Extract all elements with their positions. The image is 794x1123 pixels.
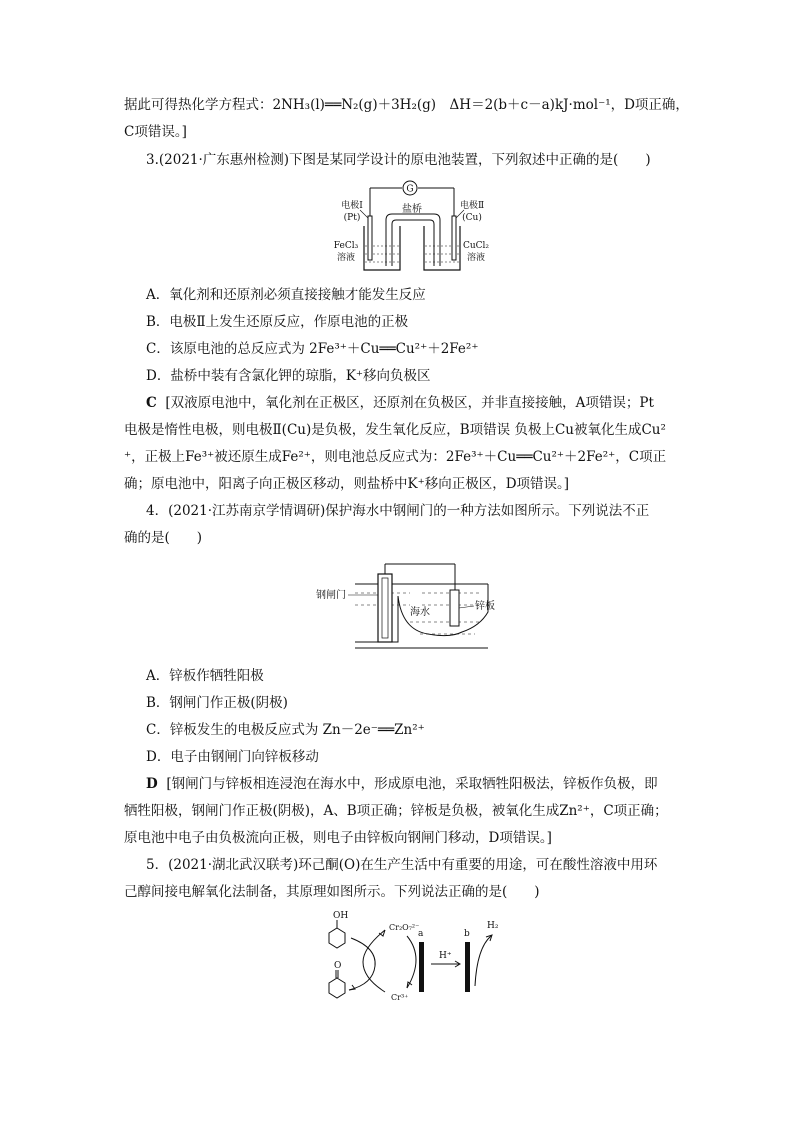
answer-letter: D [146, 776, 158, 792]
option-b: B．电极Ⅱ上发生还原反应，作原电池的正极 [146, 314, 409, 330]
answer-letter: C [146, 395, 157, 411]
proton-label: H⁺ [439, 951, 452, 961]
steel-gate [378, 574, 392, 642]
right-solution-label: CuCl₂ [462, 241, 490, 251]
electrode-a-label: a [418, 929, 424, 939]
electrode-2-label: 电极Ⅱ [459, 201, 485, 211]
ketone-o-label: O [334, 961, 342, 971]
question-4: 4．(2021·江苏南京学情调研)保护海水中钢闸门的一种方法如图所示。下列说法不正 [146, 503, 650, 519]
text-line: 据此可得热化学方程式：2NH₃(l)══N₂(g)＋3H₂(g) ΔH＝2(b＋c－a)kJ·mol⁻¹，D项正确， [124, 97, 689, 113]
steel-gate-figure [310, 560, 500, 652]
hydrogen-label: H₂ [487, 921, 499, 931]
option-a: A．氧化剂和还原剂必须直接接触才能发生反应 [146, 287, 426, 303]
question-3: 3.(2021·广东惠州检测)下图是某同学设计的原电池装置，下列叙述中正确的是( ) [146, 152, 651, 168]
electrode-1-label: 电极Ⅰ [341, 201, 363, 211]
electrode-b-label: b [464, 929, 470, 939]
option-d: D．盐桥中装有含氯化钾的琼脂，K⁺移向负极区 [146, 368, 431, 384]
option-c: C．锌板发生的电极反应式为 Zn－2e⁻══Zn²⁺ [146, 722, 425, 738]
option-a: A．锌板作牺牲阳极 [146, 668, 264, 684]
explanation-text: [双液原电池中，氧化剂在正极区，还原剂在负极区，并非直接接触，A项错误；Pt [165, 395, 654, 411]
explanation-line: ⁺，正极上Fe³⁺被还原生成Fe²⁺，则电池总反应式为：2Fe³⁺＋Cu══Cu²⁺＋2Fe²⁺，C项正 [124, 449, 667, 465]
zinc-plate [450, 590, 459, 626]
cyclohexanone-ring [329, 978, 345, 998]
electrode-1-material: (Pt) [343, 213, 361, 223]
electrode-1 [368, 216, 372, 260]
galvanic-cell-figure [330, 176, 490, 276]
option-c: C．该原电池的总反应式为 2Fe³⁺＋Cu══Cu²⁺＋2Fe²⁺ [146, 341, 479, 357]
answer-block [146, 775, 658, 793]
option-d: D．电子由钢闸门向锌板移动 [146, 749, 319, 765]
electrode-b [465, 942, 470, 992]
explanation-line: 确；原电池中，阳离子向正极区移动，则盐桥中K⁺移向正极区，D项错误。] [124, 476, 570, 492]
explanation-line: 牺牲阳极，钢闸门作正极(阴极)，A、B项正确；锌板是负极，被氧化生成Zn²⁺，C项正确； [124, 803, 668, 819]
sea-water-label: 海水 [410, 607, 430, 618]
electrode-a [419, 942, 424, 992]
answer-block [146, 394, 654, 412]
text-line: C项错误。] [124, 124, 187, 140]
oh-label: OH [333, 911, 349, 921]
left-solution-suffix: 溶液 [336, 253, 356, 263]
explanation-text: [钢闸门与锌板相连浸泡在海水中，形成原电池，采取牺牲阳极法，锌板作负极，即 [166, 776, 658, 792]
dichromate-label: Cr₂O₇²⁻ [389, 923, 420, 932]
question-5-cont: 己醇间接电解氧化法制备，其原理如图所示。下列说法正确的是( ) [124, 884, 540, 900]
steel-gate-label: 钢闸门 [316, 590, 346, 601]
option-b: B．钢闸门作正极(阴极) [146, 695, 288, 711]
electrode-2-material: (Cu) [462, 213, 482, 223]
galvanometer-label: G [406, 184, 414, 195]
right-solution-suffix: 溶液 [466, 253, 486, 263]
question-4-cont: 确的是( ) [124, 530, 203, 546]
electrode-2 [452, 216, 456, 260]
left-solution-label: FeCl₃ [333, 241, 359, 251]
explanation-line: 原电池中电子由负极流向正极，则电子由锌板向钢闸门移动，D项错误。] [124, 830, 552, 846]
electrolysis-figure [315, 908, 515, 1008]
zinc-plate-label: 锌板 [475, 601, 495, 612]
question-5: 5．(2021·湖北武汉联考)环己酮(O)在生产生活中有重要的用途，可在酸性溶液中用环 [146, 857, 658, 873]
salt-bridge-label: 盐桥 [402, 204, 422, 215]
explanation-line: 电极是惰性电极，则电极Ⅱ(Cu)是负极，发生氧化反应，B项错误 负极上Cu被氧化生成Cu² [124, 422, 666, 438]
cyclohexanol-ring [329, 928, 345, 948]
chromium-iii-label: Cr³⁺ [391, 993, 409, 1002]
